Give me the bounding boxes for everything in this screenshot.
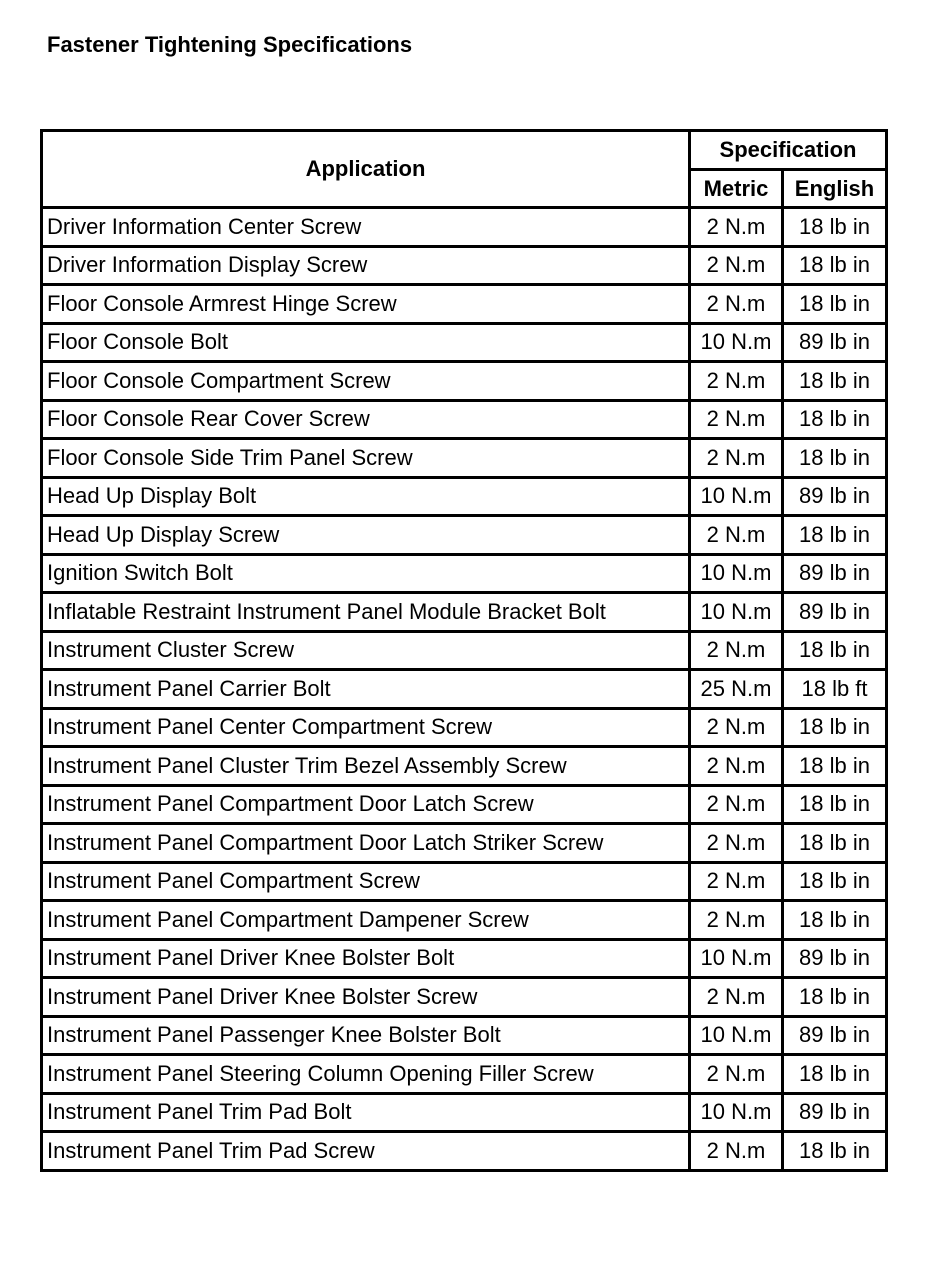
english-cell: 18 lb in [783, 285, 887, 324]
english-cell: 18 lb in [783, 824, 887, 863]
metric-cell: 10 N.m [690, 1093, 783, 1132]
metric-cell: 2 N.m [690, 747, 783, 786]
application-cell: Instrument Panel Compartment Door Latch Screw [42, 785, 690, 824]
metric-header: Metric [690, 170, 783, 208]
metric-cell: 25 N.m [690, 670, 783, 709]
table-row [42, 824, 887, 863]
application-cell: Driver Information Display Screw [42, 246, 690, 285]
metric-cell: 2 N.m [690, 246, 783, 285]
application-cell: Instrument Panel Trim Pad Bolt [42, 1093, 690, 1132]
table-row [42, 554, 887, 593]
table-header [42, 131, 887, 208]
table-row [42, 477, 887, 516]
table-body [42, 208, 887, 1171]
english-cell: 18 lb in [783, 901, 887, 940]
application-cell: Driver Information Center Screw [42, 208, 690, 247]
application-cell: Floor Console Side Trim Panel Screw [42, 439, 690, 478]
table-row [42, 1016, 887, 1055]
application-cell: Floor Console Compartment Screw [42, 362, 690, 401]
table-row [42, 285, 887, 324]
application-cell: Instrument Cluster Screw [42, 631, 690, 670]
metric-cell: 2 N.m [690, 1055, 783, 1094]
application-cell: Instrument Panel Compartment Screw [42, 862, 690, 901]
metric-cell: 2 N.m [690, 708, 783, 747]
application-cell: Inflatable Restraint Instrument Panel Module Bracket Bolt [42, 593, 690, 632]
metric-cell: 2 N.m [690, 824, 783, 863]
application-cell: Instrument Panel Compartment Dampener Screw [42, 901, 690, 940]
english-cell: 18 lb in [783, 246, 887, 285]
metric-cell: 10 N.m [690, 1016, 783, 1055]
english-cell: 89 lb in [783, 939, 887, 978]
table-row [42, 593, 887, 632]
table-row [42, 901, 887, 940]
table-row [42, 439, 887, 478]
metric-cell: 2 N.m [690, 978, 783, 1017]
application-cell: Floor Console Bolt [42, 323, 690, 362]
table-row [42, 246, 887, 285]
english-cell: 18 lb in [783, 978, 887, 1017]
application-cell: Instrument Panel Driver Knee Bolster Screw [42, 978, 690, 1017]
english-cell: 18 lb in [783, 1055, 887, 1094]
table-row [42, 670, 887, 709]
metric-cell: 10 N.m [690, 477, 783, 516]
table-row [42, 1093, 887, 1132]
table-row [42, 862, 887, 901]
table-row [42, 978, 887, 1017]
english-cell: 18 lb in [783, 785, 887, 824]
table-row [42, 708, 887, 747]
application-cell: Instrument Panel Passenger Knee Bolster Bolt [42, 1016, 690, 1055]
english-cell: 18 lb in [783, 631, 887, 670]
fastener-spec-table [40, 129, 888, 1172]
metric-cell: 2 N.m [690, 631, 783, 670]
application-cell: Instrument Panel Driver Knee Bolster Bolt [42, 939, 690, 978]
application-cell: Instrument Panel Compartment Door Latch Striker Screw [42, 824, 690, 863]
application-cell: Instrument Panel Trim Pad Screw [42, 1132, 690, 1171]
english-cell: 89 lb in [783, 1093, 887, 1132]
table-row [42, 1132, 887, 1171]
english-cell: 18 lb in [783, 862, 887, 901]
application-cell: Instrument Panel Cluster Trim Bezel Assembly Screw [42, 747, 690, 786]
page-title: Fastener Tightening Specifications [47, 32, 413, 57]
metric-cell: 2 N.m [690, 285, 783, 324]
english-cell: 18 lb in [783, 516, 887, 555]
metric-cell: 2 N.m [690, 362, 783, 401]
application-cell: Head Up Display Screw [42, 516, 690, 555]
english-cell: 89 lb in [783, 554, 887, 593]
metric-cell: 2 N.m [690, 785, 783, 824]
metric-cell: 2 N.m [690, 901, 783, 940]
application-cell: Instrument Panel Steering Column Opening Filler Screw [42, 1055, 690, 1094]
application-cell: Floor Console Armrest Hinge Screw [42, 285, 690, 324]
table-row [42, 1055, 887, 1094]
english-cell: 89 lb in [783, 323, 887, 362]
english-cell: 89 lb in [783, 1016, 887, 1055]
metric-cell: 2 N.m [690, 400, 783, 439]
metric-cell: 2 N.m [690, 1132, 783, 1171]
table-row [42, 400, 887, 439]
application-cell: Instrument Panel Center Compartment Screw [42, 708, 690, 747]
english-cell: 18 lb in [783, 1132, 887, 1171]
metric-cell: 10 N.m [690, 323, 783, 362]
specification-header: Specification [690, 131, 887, 170]
metric-cell: 2 N.m [690, 862, 783, 901]
table-row [42, 516, 887, 555]
metric-cell: 10 N.m [690, 593, 783, 632]
english-cell: 18 lb in [783, 747, 887, 786]
table-row [42, 747, 887, 786]
metric-cell: 10 N.m [690, 939, 783, 978]
table-row [42, 631, 887, 670]
english-cell: 18 lb in [783, 362, 887, 401]
english-cell: 18 lb ft [783, 670, 887, 709]
english-cell: 18 lb in [783, 400, 887, 439]
table-row [42, 785, 887, 824]
english-cell: 89 lb in [783, 593, 887, 632]
english-cell: 18 lb in [783, 208, 887, 247]
table-row [42, 939, 887, 978]
application-cell: Ignition Switch Bolt [42, 554, 690, 593]
application-cell: Head Up Display Bolt [42, 477, 690, 516]
english-cell: 18 lb in [783, 708, 887, 747]
english-header: English [783, 170, 887, 208]
table-row [42, 362, 887, 401]
application-cell: Instrument Panel Carrier Bolt [42, 670, 690, 709]
table-row [42, 208, 887, 247]
metric-cell: 2 N.m [690, 439, 783, 478]
metric-cell: 10 N.m [690, 554, 783, 593]
application-header: Application [42, 131, 690, 208]
english-cell: 18 lb in [783, 439, 887, 478]
header-row-top [42, 131, 887, 170]
metric-cell: 2 N.m [690, 208, 783, 247]
table-row [42, 323, 887, 362]
application-cell: Floor Console Rear Cover Screw [42, 400, 690, 439]
metric-cell: 2 N.m [690, 516, 783, 555]
english-cell: 89 lb in [783, 477, 887, 516]
